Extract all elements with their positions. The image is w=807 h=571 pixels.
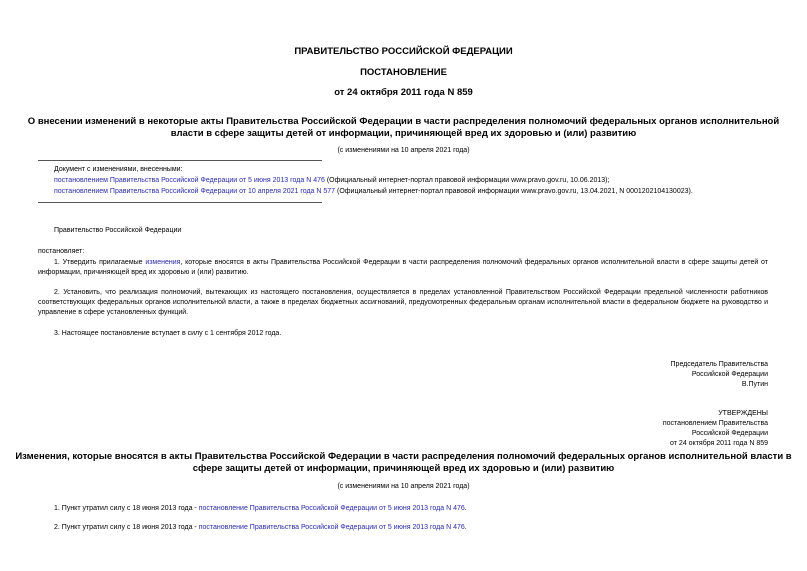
divider-top [38,160,322,161]
signature-country: Российской Федерации [691,371,768,378]
annex-item-1-text: 1. Пункт утратил силу с 18 июня 2013 года - [54,505,199,512]
paragraph-1 [38,258,768,278]
document-date: от 24 октября 2011 года N 859 [334,87,473,98]
change-item-2 [54,187,693,197]
change-item-1 [54,176,609,186]
government-name: Правительство Российской Федерации [54,227,182,234]
annex-title-line1: Изменения, которые вносятся в акты Правительства Российской Федерации в части распределения полномочий федеральных органов исполнительной власти в [15,451,792,462]
link-changes[interactable]: изменения [145,259,181,266]
approved-by: постановлением Правительства [662,420,768,427]
paragraph-1-start: 1. Утвердить прилагаемые [54,259,146,266]
annex-item-1 [54,504,467,514]
government-heading: ПРАВИТЕЛЬСТВО РОССИЙСКОЙ ФЕДЕРАЦИИ [294,46,513,57]
change-item-1-source: (Официальный интернет-портал правовой информации www.pravo.gov.ru, 10.06.2013); [324,177,610,184]
annex-amendment-note: (с изменениями на 10 апреля 2021 года) [337,483,470,490]
paragraph-1-end: , которые вносятся в акты Правительства Российской Федерации в части распределения полномочий федеральных органов исполнительной власти в сфере защиты детей от информации, причиняющей вред их здоровью и (или) развитию. [38,259,768,276]
approved-country: Российской Федерации [691,430,768,437]
link-annex-item-1-decree-476[interactable]: постановление Правительства Российской Федерации от 5 июня 2013 года N 476 [198,505,465,512]
document-title-line1: О внесении изменений в некоторые акты Правительства Российской Федерации в части распределения полномочий федеральных органов исполнительной [27,116,780,127]
decides-label: постановляет: [38,248,85,255]
paragraph-2: 2. Установить, что реализация полномочий, вытекающих из настоящего постановления, осуществляется в пределах установленной Правительством Российской Федерации предельной численности работников соответствующих федеральных органов исполнительной власти, а также в пределах бюджетных ассигнований, предусмотренных федеральным органам исполнительной власти в федеральном бюджете на руководство и управление в сфере установленных функций. [38,289,768,316]
changes-intro: Документ с изменениями, внесенными: [54,166,183,173]
signature-block [560,360,768,390]
annex-item-2-text: 2. Пункт утратил силу с 18 июня 2013 года - [54,524,199,531]
amendment-note: (с изменениями на 10 апреля 2021 года) [337,147,470,154]
approved-date: от 24 октября 2011 года N 859 [670,440,768,447]
signature-name: В.Путин [741,381,768,388]
approved-block [560,409,768,449]
annex-title-line2: сфере защиты детей от информации, причиняющей вред их здоровью и (или) развитию [192,463,615,474]
link-decree-476[interactable]: постановлением Правительства Российской Федерации от 5 июня 2013 года N 476 [54,177,325,184]
annex-item-2-dot: . [464,524,467,531]
annex-item-2 [54,523,467,533]
annex-item-1-dot: . [464,505,467,512]
divider-bottom [38,202,322,203]
paragraph-3: 3. Настоящее постановление вступает в силу с 1 сентября 2012 года. [54,330,282,337]
change-item-2-source: (Официальный интернет-портал правовой информации www.pravo.gov.ru, 13.04.2021, N 0001202104130023). [335,188,693,195]
document-type: ПОСТАНОВЛЕНИЕ [360,67,447,78]
approved-label: УТВЕРЖДЕНЫ [718,410,768,417]
link-annex-item-2-decree-476[interactable]: постановление Правительства Российской Федерации от 5 июня 2013 года N 476 [198,524,465,531]
link-decree-577[interactable]: постановлением Правительства Российской Федерации от 10 апреля 2021 года N 577 [54,188,336,195]
signature-position: Председатель Правительства [670,361,768,368]
document-title-line2: власти в сфере защиты детей от информации, причиняющей вред их здоровью и (или) развитию [170,128,637,139]
